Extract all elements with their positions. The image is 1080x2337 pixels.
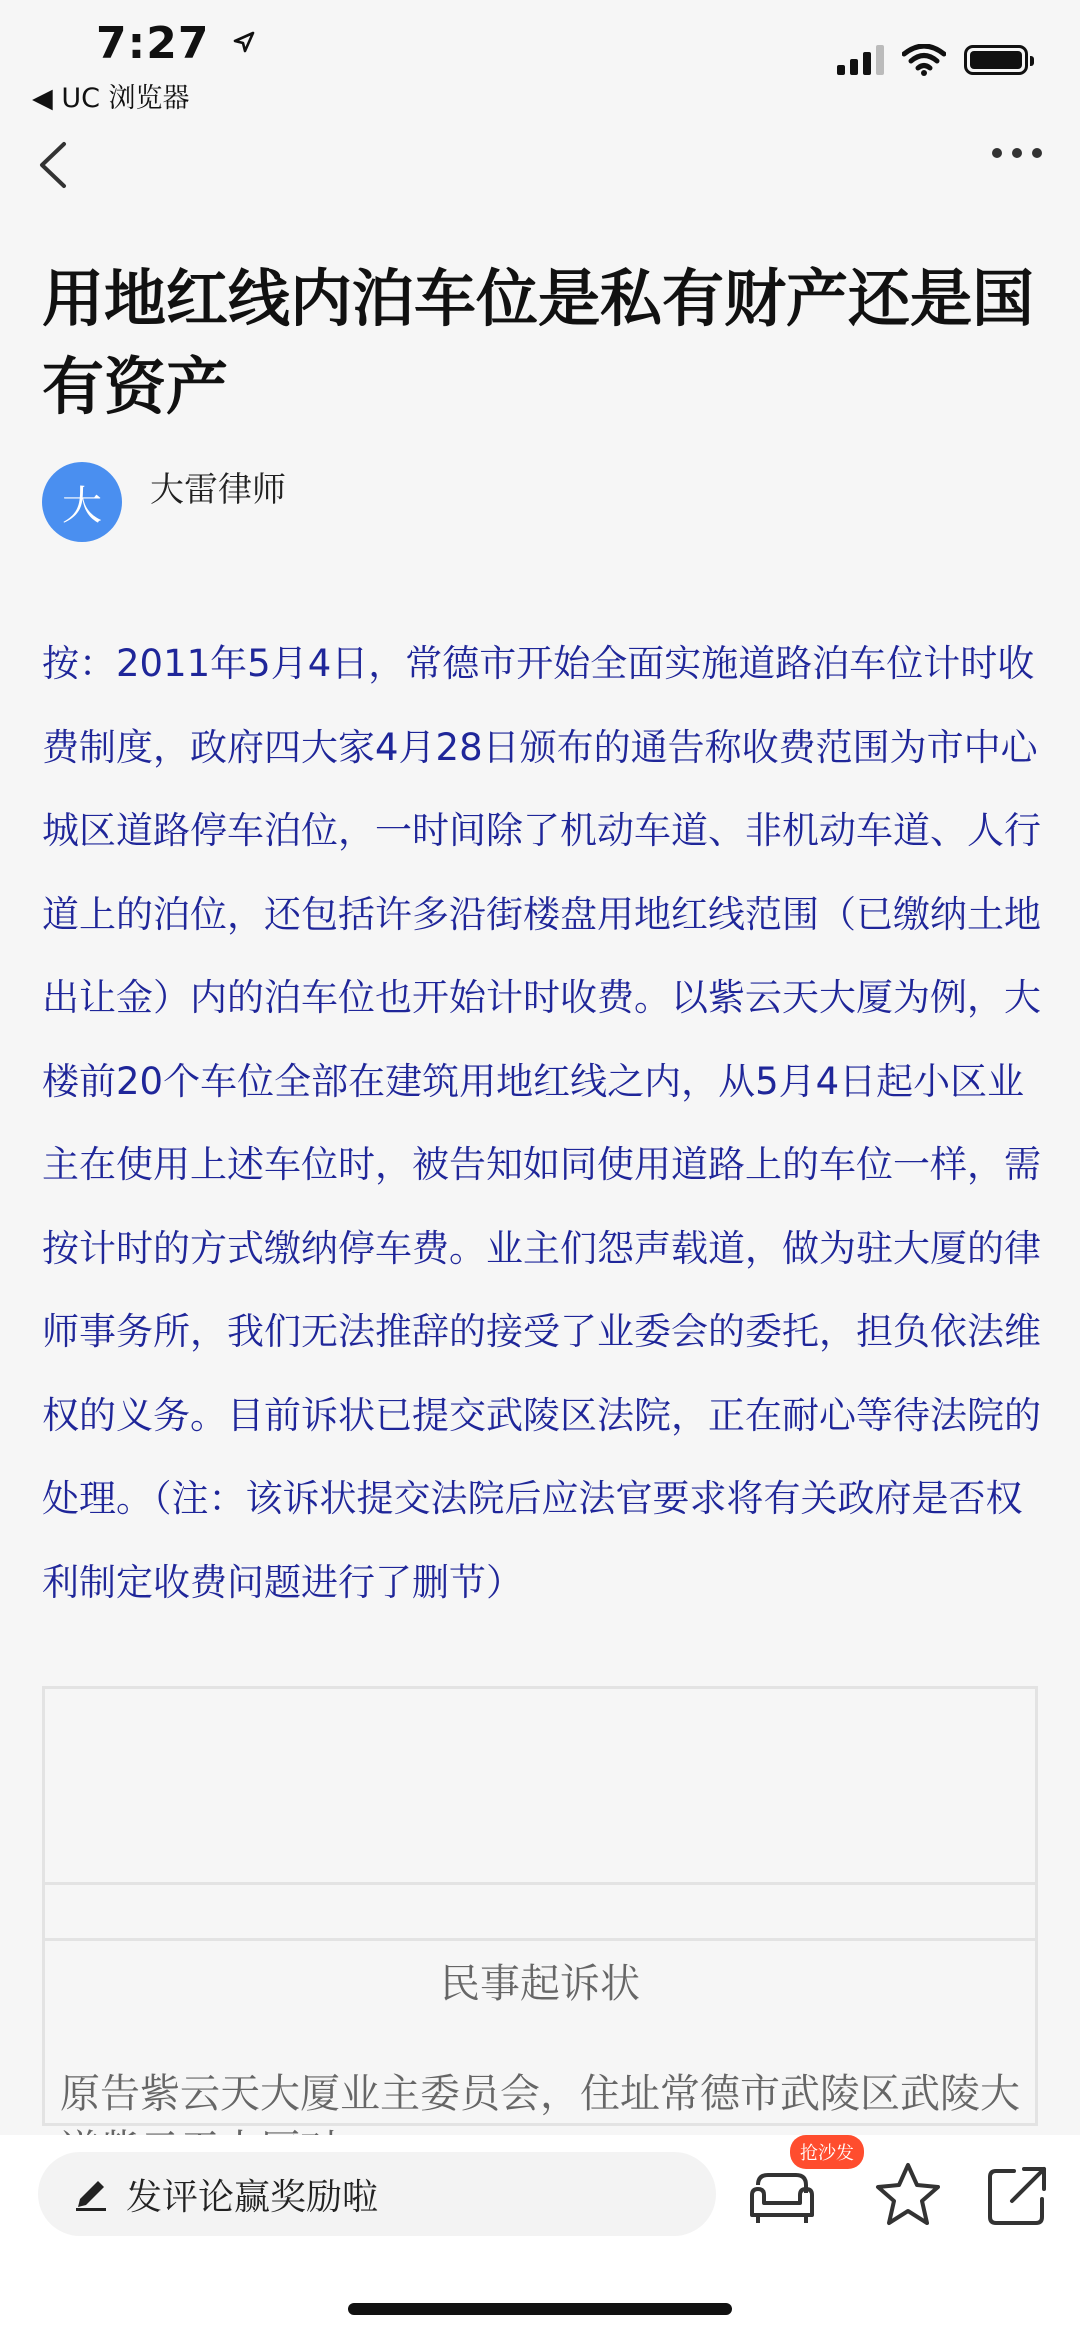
table-row xyxy=(45,1689,1035,1885)
location-arrow-icon xyxy=(232,30,256,54)
author-avatar[interactable] xyxy=(42,462,122,542)
time-text: 7:27 xyxy=(96,18,210,69)
cellular-signal-icon xyxy=(837,45,884,75)
status-time xyxy=(96,18,256,69)
document-paragraph: 原告紫云天大厦业主委员会，住址常德市武陵区武陵大 xyxy=(60,2071,1020,2117)
article-body: 按：2011年5月4日，常德市开始全面实施道路泊车位计时收费制度，政府四大家4月28日颁布的通告称收费范围为市中心城区道路停车泊位，一时间除了机动车道、非机动车道、人行道上的泊位，还包括许多沿街楼盘用地红线范围（已缴纳土地出让金）内的泊车位也开始计时收费。以紫云天大厦为例，大楼前20个车位全部在建筑用地红线之内，从5月4日起小区业主在使用上述车位时，被告知如同使用道路上的车位一样，需按计时的方式缴纳停车费。业主们怨声载道，做为驻大厦的律师事务所，我们无法推辞的接受了业委会的委托，担负依法维权的义务。目前诉状已提交武陵区法院，正在耐心等待法院的处理。（注：该诉状提交法院后应法官要求将有关政府是否权利制定收费问题进行了删节） xyxy=(42,642,1041,1604)
embedded-document-table xyxy=(42,1686,1038,2126)
back-chevron-icon[interactable] xyxy=(34,140,74,190)
avatar-initial: 大 xyxy=(62,482,102,529)
comment-placeholder: 发评论赢奖励啦 xyxy=(126,2176,379,2218)
status-icons xyxy=(837,40,1028,80)
battery-icon xyxy=(964,45,1028,75)
more-dots-icon[interactable] xyxy=(992,148,1042,158)
document-heading: 民事起诉状 xyxy=(440,1961,640,2007)
table-row xyxy=(45,1885,1035,1941)
back-to-app-link[interactable]: ◀ UC 浏览器 xyxy=(32,83,190,114)
comment-input[interactable] xyxy=(38,2152,716,2236)
home-indicator[interactable] xyxy=(348,2303,732,2315)
article-title: 用地红线内泊车位是私有财产还是国有资产 xyxy=(42,262,1035,423)
wifi-icon xyxy=(902,44,946,76)
author-name[interactable]: 大雷律师 xyxy=(150,470,286,510)
sofa-badge: 抢沙发 xyxy=(790,2135,864,2169)
edit-icon xyxy=(72,2175,110,2213)
star-icon[interactable] xyxy=(868,2155,948,2235)
share-icon[interactable] xyxy=(978,2155,1058,2235)
